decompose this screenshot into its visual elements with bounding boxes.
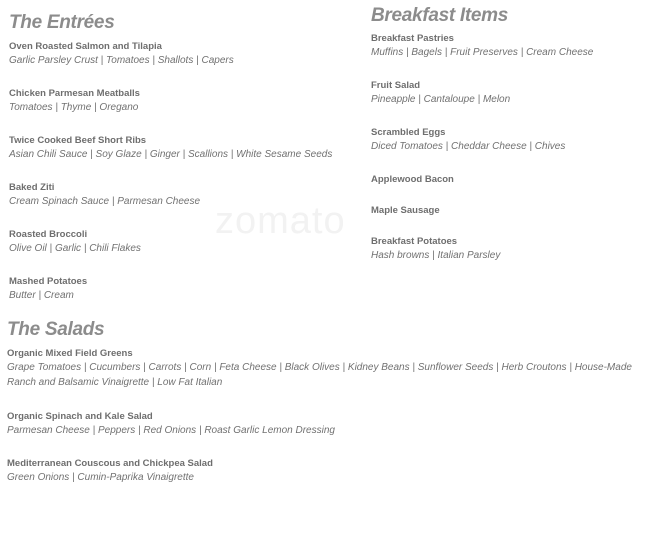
salads-title: The Salads: [7, 319, 105, 340]
entrees-section: [9, 12, 354, 322]
menu-item-description: Pineapple | Cantaloupe | Melon: [371, 94, 511, 105]
menu-item-description: Hash browns | Italian Parsley: [371, 250, 501, 261]
menu-item-name: Mashed Potatoes: [9, 276, 88, 287]
menu-item-name: Twice Cooked Beef Short Ribs: [9, 135, 147, 146]
menu-item: [9, 181, 354, 228]
menu-item-description: Diced Tomatoes | Cheddar Cheese | Chives: [371, 141, 566, 152]
menu-item-description: Olive Oil | Garlic | Chili Flakes: [9, 243, 141, 254]
menu-item: [7, 410, 650, 457]
breakfast-title: Breakfast Items: [371, 5, 509, 26]
menu-item-name: Baked Ziti: [9, 182, 55, 193]
menu-item-name: Scrambled Eggs: [371, 127, 446, 138]
menu-item-name: Organic Mixed Field Greens: [7, 348, 133, 359]
menu-item-description: Muffins | Bagels | Fruit Preserves | Cream Cheese: [371, 47, 594, 58]
menu-item: [9, 134, 354, 181]
menu-item-name: Roasted Broccoli: [9, 229, 88, 240]
menu-item-description: Asian Chili Sauce | Soy Glaze | Ginger | Scallions | White Sesame Seeds: [9, 149, 333, 160]
breakfast-section: [371, 5, 646, 282]
menu-item-name: Maple Sausage: [371, 205, 440, 216]
menu-item-description: Tomatoes | Thyme | Oregano: [9, 102, 139, 113]
menu-item-name: Breakfast Potatoes: [371, 236, 458, 247]
salads-section: [7, 319, 650, 504]
menu-item: [7, 347, 650, 410]
menu-item-description: Parmesan Cheese | Peppers | Red Onions | Roast Garlic Lemon Dressing: [7, 425, 335, 436]
menu-item: [9, 40, 354, 87]
menu-item-description: Green Onions | Cumin-Paprika Vinaigrette: [7, 472, 194, 483]
menu-item-name: Organic Spinach and Kale Salad: [7, 411, 153, 422]
menu-item: [371, 235, 646, 282]
menu-item: [371, 79, 646, 126]
menu-item-description: Garlic Parsley Crust | Tomatoes | Shallots | Capers: [9, 55, 234, 66]
menu-item: [9, 275, 354, 322]
menu-item-name: Chicken Parmesan Meatballs: [9, 88, 140, 99]
menu-item-name: Fruit Salad: [371, 80, 421, 91]
watermark-logo: zomato: [215, 200, 346, 242]
menu-item-description: Grape Tomatoes | Cucumbers | Carrots | Corn | Feta Cheese | Black Olives | Kidney Beans | Sunflower Seeds | Herb Croutons | House-Made Ranch and Balsamic Vinaigrette | Low Fat Italian: [7, 362, 632, 388]
menu-item: [371, 173, 646, 204]
entrees-title: The Entrées: [9, 12, 115, 33]
menu-item: [7, 457, 650, 504]
menu-item-name: Mediterranean Couscous and Chickpea Salad: [7, 458, 213, 469]
menu-item: [371, 126, 646, 173]
menu-item-description: Butter | Cream: [9, 290, 74, 301]
menu-item: [371, 32, 646, 79]
menu-item-name: Oven Roasted Salmon and Tilapia: [9, 41, 162, 52]
menu-item-name: Breakfast Pastries: [371, 33, 454, 44]
menu-item: [9, 87, 354, 134]
menu-item: [371, 204, 646, 235]
menu-item-name: Applewood Bacon: [371, 174, 454, 185]
menu-item: [9, 228, 354, 275]
menu-item-description: Cream Spinach Sauce | Parmesan Cheese: [9, 196, 201, 207]
